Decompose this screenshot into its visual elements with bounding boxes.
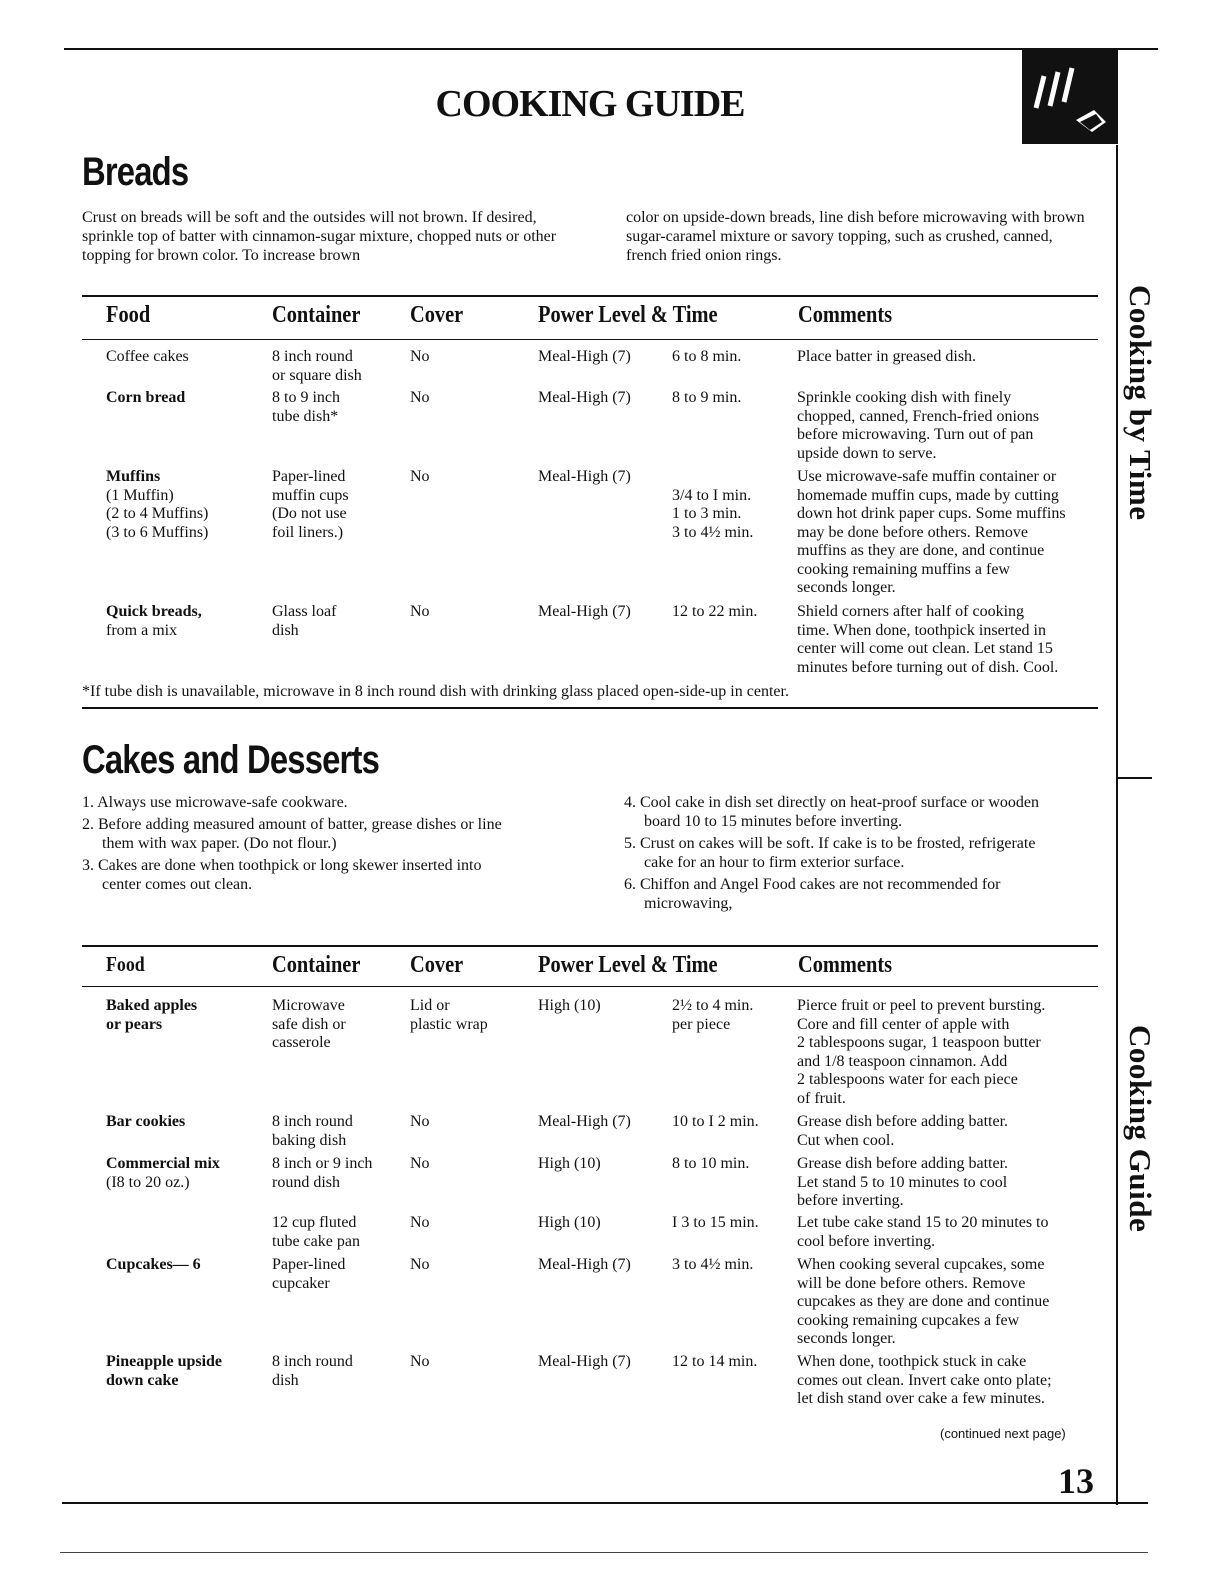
- table-cell-comments: Sprinkle cooking dish with finely chopped, canned, French-fried onions before microwaving. Turn out of pan upside down to serve.: [797, 389, 1040, 462]
- table-cell-power: Meal-High (7): [538, 1353, 631, 1370]
- food-line: Cupcakes— 6: [106, 1256, 201, 1273]
- table-cell-cover: No: [410, 468, 430, 485]
- table-cell-power: High (10): [538, 1214, 601, 1231]
- table-cell-food: Coffee cakes: [106, 348, 189, 365]
- food-line: (I8 to 20 oz.): [106, 1173, 190, 1191]
- table-cell-cover: No: [410, 389, 430, 406]
- table-cell-time: 2½ to 4 min. per piece: [672, 997, 754, 1033]
- cakes-table-top-rule: [82, 945, 1098, 947]
- table-cell-container: 8 inch round dish: [272, 1353, 353, 1389]
- breads-header-cover: Cover: [410, 302, 464, 328]
- table-cell-power: High (10): [538, 997, 601, 1014]
- table-cell-power: Meal-High (7): [538, 348, 631, 365]
- continued-note: (continued next page): [940, 1426, 1066, 1441]
- table-cell-container: 8 inch or 9 inch round dish: [272, 1155, 373, 1191]
- table-cell-time: 3 to 4½ min.: [672, 1256, 754, 1273]
- cakes-heading: Cakes and Desserts: [82, 738, 380, 782]
- table-cell-cover: No: [410, 348, 430, 365]
- cakes-header-power: Power Level & Time: [538, 952, 718, 978]
- table-cell-comments: Let tube cake stand 15 to 20 minutes to cool before inverting.: [797, 1214, 1049, 1250]
- cakes-note: center comes out clean.: [102, 876, 253, 893]
- cakes-note: 6. Chiffon and Angel Food cakes are not recommended for: [624, 876, 1001, 893]
- table-cell-food: [106, 389, 266, 408]
- breads-heading: Breads: [82, 150, 189, 194]
- cakes-note: board 10 to 15 minutes before inverting.: [644, 813, 903, 830]
- table-cell-cover: No: [410, 1113, 430, 1130]
- breads-header-food: Food: [106, 302, 151, 328]
- food-line: or pears: [106, 1015, 163, 1033]
- breads-table-top-rule: [82, 295, 1098, 297]
- top-rule: [64, 48, 1158, 50]
- page-edge-rule: [60, 1552, 1148, 1553]
- breads-footnote: *If tube dish is unavailable, microwave in 8 inch round dish with drinking glass placed open-side-up in center.: [82, 683, 789, 700]
- cakes-note: them with wax paper. (Do not flour.): [102, 835, 337, 852]
- food-line: Bar cookies: [106, 1113, 186, 1130]
- food-line: down cake: [106, 1371, 179, 1389]
- food-line: from a mix: [106, 621, 178, 639]
- table-cell-food: [106, 1155, 266, 1192]
- table-cell-comments: Grease dish before adding batter. Let stand 5 to 10 minutes to cool before inverting.: [797, 1155, 1009, 1209]
- breads-header-power: Power Level & Time: [538, 302, 718, 328]
- table-cell-comments: Shield corners after half of cooking time. When done, toothpick inserted in center will come out clean. Let stand 15 minutes before turning out of dish. Cool.: [797, 603, 1059, 676]
- cakes-notes-right: [624, 793, 1104, 913]
- table-cell-power: Meal-High (7): [538, 1256, 631, 1273]
- bottom-rule: [62, 1502, 1148, 1504]
- table-cell-cover: No: [410, 1214, 430, 1231]
- cakes-note: microwaving,: [644, 895, 733, 912]
- cakes-header-container: Container: [272, 952, 361, 978]
- table-cell-time: 3/4 to I min. 1 to 3 min. 3 to 4½ min.: [672, 486, 754, 541]
- food-line: Corn bread: [106, 389, 186, 406]
- cakes-note: 2. Before adding measured amount of batter, grease dishes or line: [82, 816, 502, 833]
- table-cell-comments: Use microwave-safe muffin container or homemade muffin cups, made by cutting down hot drink paper cups. Some muffins may be done before others. Remove muffins as they are done, and continue cooking remaining muffins a few seconds longer.: [797, 468, 1066, 596]
- table-cell-power: Meal-High (7): [538, 1113, 631, 1130]
- food-line: (2 to 4 Muffins): [106, 505, 209, 522]
- tab-divider: [1116, 777, 1152, 779]
- table-cell-food: [106, 468, 266, 542]
- breads-table-bottom-rule: [82, 707, 1098, 709]
- table-cell-cover: Lid or plastic wrap: [410, 997, 488, 1033]
- page-title: COOKING GUIDE: [435, 83, 745, 125]
- cakes-note: 5. Crust on cakes will be soft. If cake is to be frosted, refrigerate: [624, 835, 1036, 852]
- right-margin-rule: [1116, 145, 1118, 1505]
- table-cell-comments: Grease dish before adding batter. Cut when cool.: [797, 1113, 1009, 1149]
- cakes-notes-left: [82, 793, 582, 894]
- food-line: Pineapple upside: [106, 1353, 223, 1370]
- table-cell-food: [106, 603, 266, 640]
- cakes-note: 4. Cool cake in dish set directly on heat-proof surface or wooden: [624, 794, 1039, 811]
- table-cell-food: [106, 997, 266, 1034]
- cakes-header-rule: [82, 986, 1098, 987]
- breads-header-container: Container: [272, 302, 361, 328]
- cakes-header-cover: Cover: [410, 952, 464, 978]
- table-cell-comments: Pierce fruit or peel to prevent bursting. Core and fill center of apple with 2 tablespoons sugar, 1 teaspoon butter and 1/8 teaspoon cinnamon. Add 2 tablespoons water for each piece of fruit.: [797, 997, 1046, 1107]
- breads-intro-left: Crust on breads will be soft and the outsides will not brown. If desired, sprinkle top of batter with cinnamon-sugar mixture, chopped nuts or other topping for brown color. To increase brown: [82, 209, 557, 264]
- table-cell-time: 8 to 10 min.: [672, 1155, 750, 1172]
- breads-header-rule: [82, 339, 1098, 340]
- table-cell-power: High (10): [538, 1155, 601, 1172]
- table-cell-power: Meal-High (7): [538, 389, 631, 406]
- table-cell-time: 8 to 9 min.: [672, 389, 742, 406]
- table-cell-time: 12 to 14 min.: [672, 1353, 758, 1370]
- food-line: Commercial mix: [106, 1155, 220, 1172]
- breads-header-comments: Comments: [798, 302, 893, 328]
- cakes-header-food: Food: [106, 952, 145, 976]
- cakes-note: cake for an hour to firm exterior surface.: [644, 854, 905, 871]
- table-cell-food: [106, 1256, 266, 1275]
- table-cell-container: Paper-lined cupcaker: [272, 1256, 346, 1292]
- table-cell-container: Glass loaf dish: [272, 603, 337, 639]
- food-line: (1 Muffin): [106, 486, 174, 504]
- table-cell-container: 8 inch round baking dish: [272, 1113, 353, 1149]
- table-cell-container: Paper-lined muffin cups (Do not use foil liners.): [272, 468, 349, 541]
- page-number: 13: [1058, 1461, 1094, 1501]
- table-cell-container: 12 cup fluted tube cake pan: [272, 1214, 360, 1250]
- table-cell-time: 12 to 22 min.: [672, 603, 758, 620]
- table-cell-comments: When cooking several cupcakes, some will be done before others. Remove cupcakes as they are done and continue cooking remaining cupcakes a few seconds longer.: [797, 1256, 1050, 1347]
- table-cell-cover: No: [410, 1353, 430, 1370]
- food-line: (3 to 6 Muffins): [106, 523, 209, 541]
- table-cell-time: 6 to 8 min.: [672, 348, 742, 365]
- table-cell-comments: Place batter in greased dish.: [797, 348, 977, 365]
- table-cell-time: I 3 to 15 min.: [672, 1214, 759, 1231]
- cakes-note: 3. Cakes are done when toothpick or long skewer inserted into: [82, 857, 482, 874]
- food-line: Muffins: [106, 468, 161, 485]
- food-line: Quick breads,: [106, 603, 202, 620]
- cakes-note: 1. Always use microwave-safe cookware.: [82, 794, 348, 811]
- table-cell-comments: When done, toothpick stuck in cake comes out clean. Invert cake onto plate; let dish stand over cake a few minutes.: [797, 1353, 1052, 1407]
- table-cell-cover: No: [410, 603, 430, 620]
- table-cell-food: [106, 1353, 266, 1390]
- breads-intro-right: color on upside-down breads, line dish before microwaving with brown sugar-caramel mixture or savory topping, such as crushed, canned, french fried onion rings.: [626, 209, 1085, 264]
- table-cell-cover: No: [410, 1155, 430, 1172]
- table-cell-power: Meal-High (7): [538, 603, 631, 620]
- table-cell-power: Meal-High (7): [538, 468, 631, 485]
- cakes-header-comments: Comments: [798, 952, 893, 978]
- side-tab-cooking-by-time: Cooking by Time: [1123, 285, 1158, 521]
- table-cell-cover: No: [410, 1256, 430, 1273]
- side-tab-cooking-guide: Cooking Guide: [1123, 1025, 1158, 1233]
- table-cell-container: 8 to 9 inch tube dish*: [272, 389, 340, 425]
- table-cell-container: Microwave safe dish or casserole: [272, 997, 346, 1051]
- table-cell-time: 10 to I 2 min.: [672, 1113, 759, 1130]
- table-cell-container: 8 inch round or square dish: [272, 348, 362, 384]
- food-line: Baked apples: [106, 997, 198, 1014]
- table-cell-food: [106, 1113, 266, 1132]
